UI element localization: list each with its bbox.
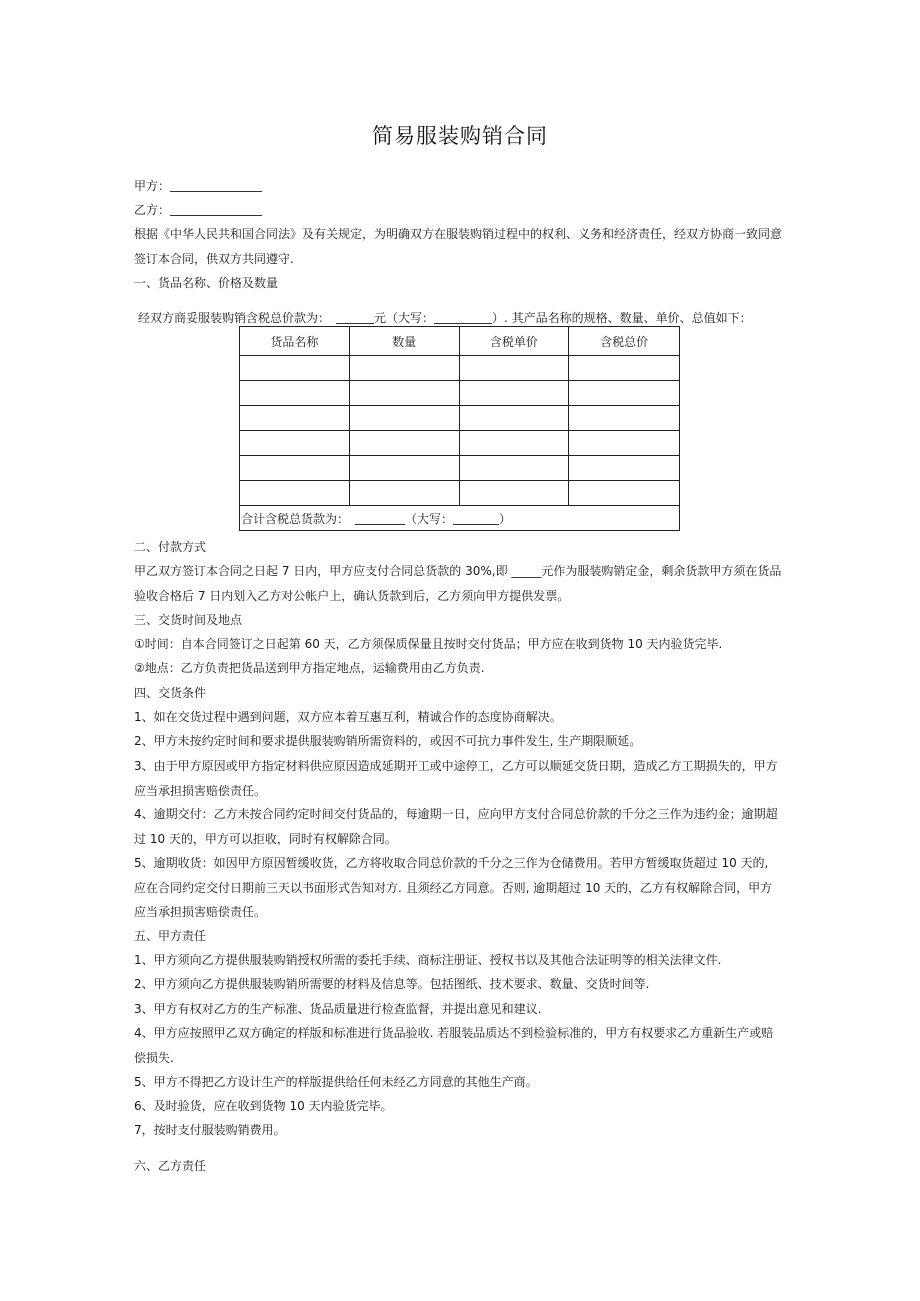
total-cell (240, 506, 680, 531)
column-header: 货品名称 (240, 327, 350, 356)
payment-paragraph: 甲乙双方签订本合同之日起 7 日内，甲方应支付合同总货款的 30%,即 _____元作为服装购销定金，剩余货款甲方须在货品验收合格后 7 日内划入乙方对公帐户上，确认货款到后，乙方须向甲方提供发票。 (134, 564, 782, 603)
table-cell[interactable] (240, 381, 350, 406)
party-a-duty-7: 7，按时支付服装购销费用。 (134, 1123, 286, 1137)
section-heading-4: 四、交货条件 (134, 686, 207, 700)
table-cell[interactable] (569, 406, 680, 431)
price-sentence-part2: 元（大写： (374, 311, 435, 325)
table-cell[interactable] (459, 456, 569, 481)
party-a-duty-2: 2、甲方须向乙方提供服装购销所需要的材料及信息等。包括图纸、技术要求、数量、交货时间等. (134, 977, 650, 991)
table-cell[interactable] (349, 406, 459, 431)
table-cell[interactable] (569, 431, 680, 456)
section-heading-1: 一、货品名称、价格及数量 (134, 276, 279, 290)
total-part2: （大写： (405, 511, 454, 526)
table-cell[interactable] (569, 456, 680, 481)
total-capital-blank (453, 511, 499, 525)
price-sentence-part1: 经双方商妥服装购销含税总价款为： (138, 311, 331, 325)
table-cell[interactable] (569, 356, 680, 381)
table-cell[interactable] (240, 456, 350, 481)
table-cell[interactable] (459, 381, 569, 406)
party-a-blank (170, 178, 262, 192)
price-sentence-part3: ）. 其产品名称的规格、数量、单价、总值如下： (492, 311, 752, 325)
table-total-row (240, 506, 680, 531)
table-cell[interactable] (459, 481, 569, 506)
table-cell[interactable] (240, 431, 350, 456)
page-title: 简易服装购销合同 (372, 124, 548, 148)
party-b-line (134, 198, 784, 223)
delivery-condition-3: 3、由于甲方原因或甲方指定材料供应原因造成延期开工或中途停工，乙方可以顺延交货日期，造成乙方工期损失的，甲方应当承担损害赔偿责任。 (134, 759, 778, 798)
table-row (240, 356, 680, 381)
table-cell[interactable] (459, 356, 569, 381)
section-heading-2: 二、付款方式 (134, 540, 207, 554)
table-header-row (240, 327, 680, 356)
table-cell[interactable] (349, 431, 459, 456)
table-row (240, 381, 680, 406)
table-cell[interactable] (569, 481, 680, 506)
table-row (240, 406, 680, 431)
total-blank (355, 511, 405, 525)
total-part3: ） (499, 511, 512, 526)
column-header: 含税总价 (569, 327, 680, 356)
column-header: 含税单价 (459, 327, 569, 356)
delivery-time: ①时间：自本合同签订之日起第 60 天，乙方须保质保量且按时交付货品；甲方应在收到货物 10 天内验货完毕. (134, 637, 723, 651)
total-part1: 合计含税总货款为： (241, 511, 350, 526)
table-row (240, 431, 680, 456)
table-cell[interactable] (240, 356, 350, 381)
party-a-duty-4: 4、甲方应按照甲乙双方确定的样版和标准进行货品验收. 若服装品质达不到检验标准的，甲方有权要求乙方重新生产或赔偿损失. (134, 1026, 774, 1065)
party-b-blank (170, 202, 262, 216)
table-cell[interactable] (349, 456, 459, 481)
table-cell[interactable] (240, 406, 350, 431)
party-a-duty-3: 3、甲方有权对乙方的生产标准、货品质量进行检查监督，并提出意见和建议. (134, 1002, 542, 1016)
section-heading-5: 五、甲方责任 (134, 929, 207, 943)
table-cell[interactable] (459, 431, 569, 456)
intro-paragraph: 根据《中华人民共和国合同法》及有关规定，为明确双方在服装购销过程中的权利、义务和经济责任，经双方协商一致同意签订本合同，供双方共同遵守. (134, 227, 783, 266)
table-cell[interactable] (349, 381, 459, 406)
delivery-condition-4: 4、逾期交付：乙方未按合同约定时间交付货品的，每逾期一日，应向甲方支付合同总价款的千分之三作为违约金；逾期超过 10 天的，甲方可以拒收，同时有权解除合同。 (134, 807, 778, 846)
price-capital-blank (434, 310, 492, 324)
table-row (240, 456, 680, 481)
goods-table (239, 326, 680, 531)
delivery-condition-5: 5、逾期收货：如因甲方原因暂缓收货，乙方将收取合同总价款的千分之三作为仓储费用。若甲方暂缓取货超过 10 天的, 应在合同约定交付日期前三天以书面形式告知对方. 且须经乙方同意。否则, 逾期超过 10 天的，乙方有权解除合同，甲方应当承担损害赔偿责任。 (134, 856, 773, 919)
table-cell[interactable] (459, 406, 569, 431)
party-a-duty-5: 5、甲方不得把乙方设计生产的样版提供给任何未经乙方同意的其他生产商。 (134, 1075, 538, 1089)
price-blank (336, 310, 374, 324)
section-heading-3: 三、交货时间及地点 (134, 613, 243, 627)
table-cell[interactable] (569, 381, 680, 406)
party-a-duty-1: 1、甲方须向乙方提供服装购销授权所需的委托手续、商标注册证、授权书以及其他合法证明等的相关法律文件. (134, 953, 722, 967)
party-a-duty-6: 6、及时验货，应在收到货物 10 天内验货完毕。 (134, 1099, 393, 1113)
table-cell[interactable] (349, 356, 459, 381)
table-cell[interactable] (349, 481, 459, 506)
party-a-label: 甲方： (134, 179, 171, 193)
table-cell[interactable] (240, 481, 350, 506)
section-heading-6: 六、乙方责任 (134, 1159, 207, 1173)
table-row (240, 481, 680, 506)
party-a-line (134, 174, 784, 199)
delivery-condition-2: 2、甲方未按约定时间和要求提供服装购销所需资料的，或因不可抗力事件发生, 生产期限顺延。 (134, 734, 642, 748)
delivery-condition-1: 1、如在交货过程中遇到问题，双方应本着互惠互利，精诚合作的态度协商解决。 (134, 710, 562, 724)
party-b-label: 乙方： (134, 203, 171, 217)
delivery-place: ②地点：乙方负责把货品送到甲方指定地点，运输费用由乙方负责. (134, 661, 485, 675)
column-header: 数量 (349, 327, 459, 356)
